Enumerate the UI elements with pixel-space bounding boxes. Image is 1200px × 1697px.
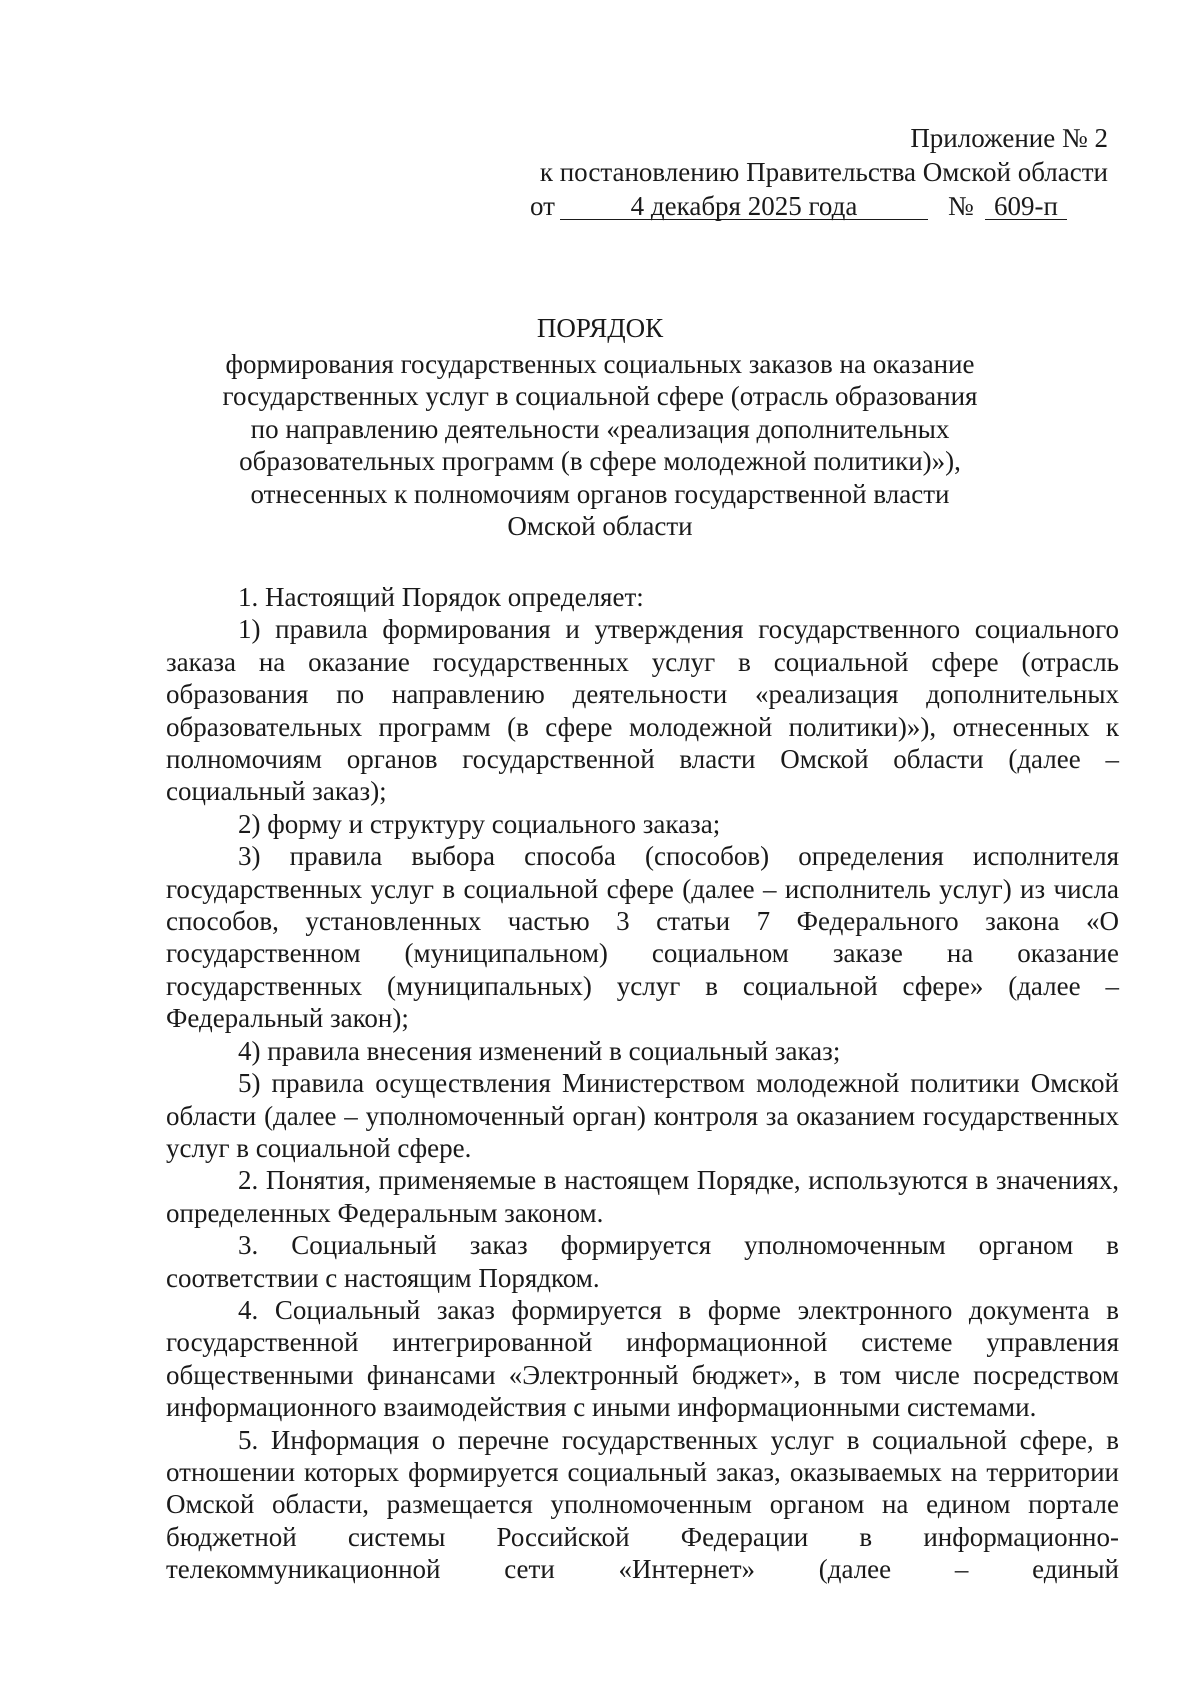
resolution-number: 609-п [985, 189, 1067, 220]
paragraph: 5. Информация о перечне государственных услуг в социальной сфере, в отношении которых формируется социальный заказ, оказываемых на территории Омской области, размещается уполномоченным органом на едином портале бюджетной системы Российской Федерации в информационно-телекоммуникационной сети «Интернет» (далее – единый [166, 1424, 1119, 1585]
subtitle-line: по направлению деятельности «реализация дополнительных [250, 413, 950, 444]
paragraph: 4) правила внесения изменений в социальный заказ; [238, 1035, 841, 1066]
paragraph: 2) форму и структуру социального заказа; [238, 808, 721, 839]
appendix-reference-text: к постановлению Правительства Омской области [539, 157, 1108, 187]
resolution-date: 4 декабря 2025 года [560, 189, 928, 220]
appendix-reference [540, 155, 1108, 189]
subtitle-line: формирования государственных социальных заказов на оказание [225, 348, 975, 379]
paragraph: 3. Социальный заказ формируется уполномоченным органом в соответствии с настоящим Порядком. [166, 1230, 1119, 1293]
appendix-title [910, 121, 1108, 155]
document-heading: ПОРЯДОК [536, 313, 664, 343]
paragraph: 1) правила формирования и утверждения государственного социального заказа на оказание государственных услуг в социальной сфере (отрасль образования по направлению деятельности «реализация дополнительных образовательных программ (в сфере молодежной политики)»), отнесенных к полномочиям органов государственной власти Омской области (далее – социальный заказ); [166, 614, 1119, 807]
subtitle-line: Омской области [507, 511, 693, 541]
resolution-date-line [530, 189, 1110, 223]
appendix-title-text: Приложение № 2 [910, 123, 1108, 153]
document-body [166, 581, 1119, 1586]
paragraph: 5) правила осуществления Министерством молодежной политики Омской области (далее – уполномоченный орган) контроля за оказанием государственных услуг в социальной сфере. [166, 1068, 1119, 1163]
paragraph: 2. Понятия, применяемые в настоящем Порядке, используются в значениях, определенных Федеральным законом. [166, 1165, 1119, 1228]
paragraph: 3) правила выбора способа (способов) определения исполнителя государственных услуг в социальной сфере (далее – исполнитель услуг) из числа способов, установленных частью 3 статьи 7 Федерального закона «О государственном (муниципальном) социальном заказе на оказание государственных (муниципальных) услуг в социальной сфере» (далее – Федеральный закон); [166, 841, 1119, 1034]
subtitle-line: отнесенных к полномочиям органов государственной власти [250, 478, 950, 509]
paragraph: 4. Социальный заказ формируется в форме электронного документа в государственной интегрированной информационной системе управления общественными финансами «Электронный бюджет», в том числе посредством информационного взаимодействия с иными информационными системами. [166, 1294, 1119, 1423]
subtitle-line: государственных услуг в социальной сфере (отрасль образования [222, 381, 978, 411]
from-label: от [530, 191, 555, 221]
subtitle-line: образовательных программ (в сфере молодежной политики)»), [239, 446, 961, 476]
number-label: № [948, 191, 974, 221]
paragraph: 1. Настоящий Порядок определяет: [238, 582, 644, 612]
document-title-block [190, 312, 1010, 543]
